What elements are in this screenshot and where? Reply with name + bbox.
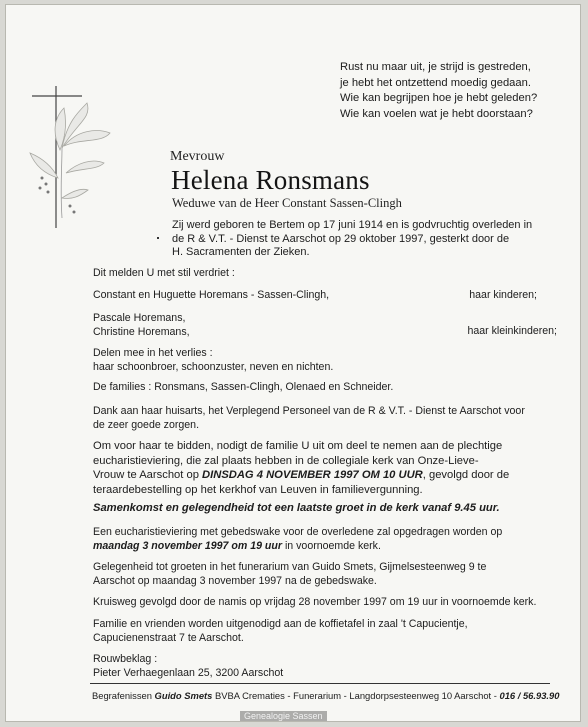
coffee-invitation <box>93 618 468 645</box>
deceased-name: Helena Ronsmans <box>171 165 370 195</box>
service-datetime: DINSDAG 4 NOVEMBER 1997 OM 10 UUR <box>202 469 423 481</box>
cross-lily-illustration <box>22 78 142 238</box>
invitation-line <box>93 468 509 483</box>
mourners <box>93 347 333 374</box>
vigil-datetime: maandag 3 november 1997 om 19 uur <box>93 539 282 552</box>
mourners-line: Delen mee in het verlies : <box>93 347 213 359</box>
birth-death-line: de R & V.T. - Dienst te Aarschot op 29 oktober 1997, gesterkt door de <box>172 232 510 245</box>
address-line: Rouwbeklag : <box>93 653 158 665</box>
funerarium-line: Gelegenheid tot groeten in het funerarium van Guido Smets, Gijmelsesteenweg 9 te <box>93 561 487 573</box>
grandchild-name: Christine Horemans, <box>93 325 190 338</box>
birth-death-info <box>172 219 542 260</box>
address-line: Pieter Verhaegenlaan 25, 3200 Aarschot <box>93 666 284 679</box>
invitation-text: , gevolgd door de <box>422 469 510 481</box>
grandchildren-block <box>93 312 557 339</box>
vigil <box>93 526 502 553</box>
poem-line: je hebt het ontzettend moedig gedaan. <box>340 76 531 89</box>
intro: Dit melden U met stil verdriet : <box>93 267 235 279</box>
poem-line: Wie kan begrijpen hoe je hebt geleden? <box>340 92 538 104</box>
birth-death-line: H. Sacramenten der Zieken. <box>172 246 310 258</box>
salutation: Mevrouw <box>170 149 225 164</box>
invitation-line: Om voor haar te bidden, nodigt de familie U uit om deel te nemen aan de plechtige <box>93 440 503 452</box>
gathering-note: Samenkomst en gelegendheid tot een laatste groet in de kerk vanaf 9.45 uur. <box>93 502 500 514</box>
lily-icon <box>30 103 110 218</box>
thanks-line: Dank aan haar huisarts, het Verplegend Personeel van de R & V.T. - Dienst te Aarschot voor <box>93 405 525 417</box>
vigil-line: Een eucharistieviering met gebedswake voor de overledene zal opgedragen worden op <box>93 526 503 538</box>
poem-line: Rust nu maar uit, je strijd is gestreden, <box>340 61 531 73</box>
funerarium-line: Aarschot op maandag 3 november 1997 na de gebedswake. <box>93 574 377 587</box>
children-names: Constant en Huguette Horemans - Sassen-Clingh, <box>93 289 330 301</box>
mourners-line: haar schoonbroer, schoonzuster, neven en nichten. <box>93 360 334 373</box>
thanks <box>93 405 525 432</box>
condolence-address <box>93 653 283 680</box>
widow-of: Weduwe van de Heer Constant Sassen-Clingh <box>172 196 402 210</box>
stations-of-cross: Kruisweg gevolgd door de namis op vrijdag 28 november 1997 om 19 uur in voornoemde kerk. <box>93 596 537 608</box>
grandchild-name: Pascale Horemans, <box>93 312 186 324</box>
cross-icon <box>32 86 82 228</box>
footer-brand: Guido Smets <box>154 690 213 701</box>
children-row <box>93 289 553 303</box>
grandchildren-label: haar kleinkinderen; <box>467 325 557 337</box>
footer-text: Begrafenissen <box>92 690 155 701</box>
coffee-line: Familie en vrienden worden uitgenodigd aan de koffietafel in zaal 't Capucientje, <box>93 618 468 630</box>
families: De families : Ronsmans, Sassen-Clingh, Olenaed en Schneider. <box>93 381 394 393</box>
footer-divider <box>90 683 550 684</box>
funerarium-visit <box>93 561 486 588</box>
invitation-text: Vrouw te Aarschot op <box>93 469 203 481</box>
funeral-invitation <box>93 439 509 497</box>
vigil-line <box>93 540 502 554</box>
footer <box>92 690 559 701</box>
poem-line: Wie kan voelen wat je hebt doorstaan? <box>340 107 533 120</box>
watermark: Genealogie Sassen <box>240 711 327 721</box>
invitation-line: teraardebestelling op het kerkhof van Leuven in familievergunning. <box>93 483 423 496</box>
vigil-text: in voornoemde kerk. <box>282 539 381 552</box>
footer-phone: 016 / 56.93.90 <box>499 690 560 701</box>
mark-dot <box>157 237 159 239</box>
thanks-line: de zeer goede zorgen. <box>93 418 200 431</box>
coffee-line: Capucienenstraat 7 te Aarschot. <box>93 631 244 644</box>
invitation-line: eucharistieviering, die zal plaats hebben in de collegiale kerk van Onze-Lieve- <box>93 454 479 467</box>
children-label: haar kinderen; <box>469 289 537 301</box>
poem <box>340 60 537 122</box>
footer-text: BVBA Crematies - Funerarium - Langdorpsesteenweg 10 Aarschot - <box>212 690 500 701</box>
birth-death-line: Zij werd geboren te Bertem op 17 juni 1914 en is godvruchtig overleden in <box>172 219 533 231</box>
